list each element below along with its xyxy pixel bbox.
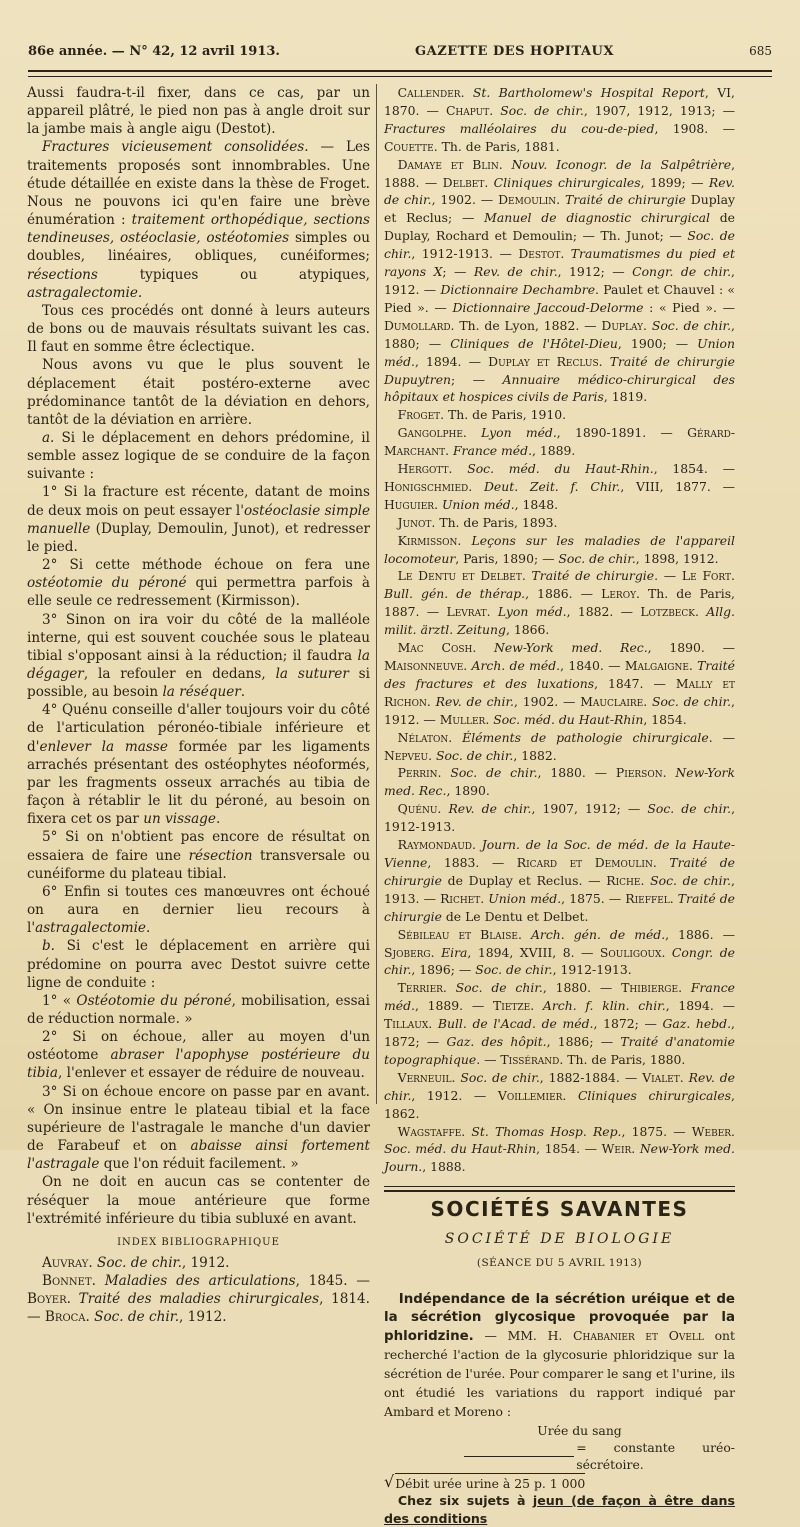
reference: Froget. Th. de Paris, 1910. [397, 407, 567, 423]
reference: Bonnet. Maladies des articulations, 1845. — Boyer. Traité des maladies chirurgicales, 1814. — Broca. Soc. de chir., 1912. [27, 1273, 371, 1326]
paragraph: Aussi faudra-t-il fixer, dans ce cas, par un appareil plâtré, le pied non pas à angle droit sur la jambe mais à angle aigu (Destot). [27, 85, 370, 138]
reference: Raymondaud. Journ. de la Soc. de méd. de la Haute-Vienne, 1883. — Ricard et Demoulin. Traité de chirurgie de Duplay et Reclus. — Riche. Soc. de chir., 1913. — Richet. Union méd., 1875. — Rieffel. Traité de chirurgie de Le Dentu et Delbet. [384, 837, 736, 924]
paragraph: 2° Si cette méthode échoue on fera une ostéotomie du péroné qui permettra parfois à elle seule ce redressement (Kirmisson). [27, 557, 371, 610]
reference: Mac Cosh. New-York med. Rec., 1890. — Maisonneuve. Arch. de méd., 1840. — Malgaigne. Traité des fractures et des luxations, 1847. — Mally et Richon. Rev. de chir., 1902. — Mauclaire. Soc. de chir., 1912. — Muller. Soc. méd. du Haut-Rhin, 1854. [384, 640, 736, 727]
paragraph: 6° Enfin si toutes ces manœuvres ont échoué on aura en dernier lieu recours à l'astragalectomie. [27, 883, 370, 937]
formula [384, 1422, 735, 1492]
reference: Callender. St. Bartholomew's Hospital Report, VI, 1870. — Chaput. Soc. de chir., 1907, 1912, 1913; — Fractures malléolaires du cou-de-pied, 1908. — Couette. Th. de Paris, 1881. [384, 85, 735, 154]
running-header [28, 44, 772, 66]
paragraph: Chez six sujets à jeun (de façon à être dans des conditions [384, 1493, 736, 1526]
reference: Sébileau et Blaise. Arch. gén. de méd., 1886. — Sjoberg. Eira, 1894, XVIII, 8. — Souligoux. Congr. de chir., 1896; — Soc. de chir., 1912-1913. [384, 926, 736, 978]
reference: Terrier. Soc. de chir., 1880. — Thibierge. France méd., 1889. — Tietze. Arch. f. klin. chir., 1894. — Tillaux. Bull. de l'Acad. de méd., 1872; — Gaz. hebd., 1872; — Gaz. des hôpit., 1886; — Traité d'anatomie topographique. — Tissérand. Th. de Paris, 1880. [384, 980, 736, 1067]
left-column [27, 84, 370, 1327]
reference: Le Dentu et Delbet. Traité de chirurgie. — Le Fort. Bull. gén. de thérap., 1886. — Leroy. Th. de Paris, 1887. — Levrat. Lyon méd., 1882. — Lotzbeck. Allg. milit. ärztl. Zeitung, 1866. [384, 568, 735, 638]
bibliography-heading: INDEX BIBLIOGRAPHIQUE [117, 1236, 280, 1248]
paragraph: 4° Quénu conseille d'aller toujours voir du côté de l'articulation péronéo-tibiale inférieure et d'enlever la masse formée par les ligaments arrachés présentant des ostéophytes néoformés, par les fragments osseux arrachés au tibia de façon à rétablir le lit du péroné, au besoin on fixera cet os par un vissage. [27, 702, 370, 828]
reference: Hergott. Soc. méd. du Haut-Rhin., 1854. — Honigschmied. Deut. Zeit. f. Chir., VIII, 1877. — Huguier. Union méd., 1848. [384, 461, 736, 512]
right-column [384, 84, 735, 1527]
section-rule-thick [384, 1190, 735, 1192]
reference: Gangolphe. Lyon méd., 1890-1891. — Gérard-Marchant. France méd., 1889. [384, 425, 736, 459]
formula-numerator: Urée du sang [537, 1423, 622, 1438]
reference: Wagstaffe. St. Thomas Hosp. Rep., 1875. — Weber. Soc. méd. du Haut-Rhin, 1854. — Weir. New-York med. Journ., 1888. [384, 1123, 735, 1175]
reference: Kirmisson. Leçons sur les maladies de l'appareil locomoteur, Paris, 1890; — Soc. de chir., 1898, 1912. [384, 532, 735, 566]
paragraph: 3° Si on échoue encore on passe par en avant. « On insinue entre le plateau tibial et la face supérieure de l'astragale le manche d'un davier de Farabeuf et on abaisse ainsi fortement l'astragale que l'on réduit facilement. » [27, 1083, 370, 1173]
article-title: Indépendance de la sécrétion uréique et de la sécrétion glycosique provoquée par la phloridzine. — MM. H. Chabanier et Ovell ont recherché l'action de la glycosurie phloridzique sur la sécrétion de l'urée. Pour comparer le sang et l'urine, ils ont étudié les variations du rapport indiqué par Ambard et Moreno : [384, 1292, 736, 1419]
reference: Nélaton. Éléments de pathologie chirurgicale. — Nepveu. Soc. de chir., 1882. [384, 729, 735, 763]
journal-title: GAZETTE DES HOPITAUX [415, 44, 614, 59]
societes-savantes-section [384, 1186, 735, 1527]
reference: Damaye et Blin. Nouv. Iconogr. de la Salpêtrière, 1888. — Delbet. Cliniques chirurgicales, 1899; — Rev. de chir., 1902. — Demoulin. Traité de chirurgie Duplay et Reclus; — Manuel de diagnostic chirurgical de Duplay, Rochard et Demoulin; — Th. Junot; — Soc. de chir., 1912-1913. — Destot. Traumatismes du pied et rayons X; — Rev. de chir., 1912; — Congr. de chir., 1912. — Dictionnaire Dechambre. Paulet et Chauvel : « Pied ». — Dictionnaire Jaccoud-Delorme : « Pied ». — Dumollard. Th. de Lyon, 1882. — Duplay. Soc. de chir., 1880; — Cliniques de l'Hôtel-Dieu, 1900; — Union méd., 1894. — Duplay et Reclus. Traité de chirurgie Dupuytren; — Annuaire médico-chirurgical des hôpitaux et hospices civils de Paris, 1819. [384, 156, 736, 405]
paragraph: b. Si c'est le déplacement en arrière qui prédomine on pourra avec Destot suivre cette ligne de conduite : [27, 938, 370, 991]
paragraph: 1° « Ostéotomie du péroné, mobilisation, essai de réduction normale. » [27, 992, 371, 1027]
paragraph: Fractures vicieusement consolidées. — Les traitements proposés sont innombrables. Une étude détaillée en existe dans la thèse de Froget. Nous ne pouvons ici qu'en faire une brève énumération : traitement orthopédique, sections tendineuses, ostéoclasie, ostéotomies simples ou doubles, linéaires, obliques, cunéiformes; résections typiques ou atypiques, astragalectomie. [27, 139, 370, 301]
issue-info: 86e année. — N° 42, 12 avril 1913. [28, 44, 280, 59]
reference: Quénu. Rev. de chir., 1907, 1912; — Soc. de chir., 1912-1913. [384, 801, 736, 835]
section-title: SOCIÉTÉS SAVANTES [430, 1197, 689, 1222]
paragraph: 2° Si on échoue, aller au moyen d'un ostéotome abraser l'apophyse postérieure du tibia, l'enlever et essayer de réduire de nouveau. [27, 1029, 370, 1082]
reference: Verneuil. Soc. de chir., 1882-1884. — Vialet. Rev. de chir., 1912. — Voillemier. Cliniques chirurgicales, 1862. [384, 1069, 735, 1121]
paragraph: a. Si le déplacement en dehors prédomine, il semble assez logique de se conduire de la façon suivante : [27, 429, 370, 483]
paragraph: 1° Si la fracture est récente, datant de moins de deux mois on peut essayer l'ostéoclasie simple manuelle (Duplay, Demoulin, Junot), et redresser le pied. [27, 484, 370, 555]
formula-fraction-bar [384, 1439, 735, 1473]
page-number: 685 [749, 44, 772, 58]
section-rule-thin [384, 1186, 735, 1187]
paragraph: 5° Si on n'obtient pas encore de résultat on essaiera de faire une résection transversale ou cunéiforme du plateau tibial. [27, 829, 370, 882]
paragraph: 3° Sinon on ira voir du côté de la malléole interne, qui est souvent couchée sous le plateau tibial s'opposant ainsi à la réduction; il faudra la dégager, la refouler en dedans, la suturer si possible, au besoin la réséquer. [27, 611, 370, 701]
paragraph: Nous avons vu que le plus souvent le déplacement était postéro-externe avec prédominance tantôt de la déviation en dehors, tantôt de la déviation en arrière. [27, 357, 370, 428]
reference: Perrin. Soc. de chir., 1880. — Pierson. New-York med. Rec., 1890. [384, 765, 735, 799]
reference: Auvray. Soc. de chir., 1912. [41, 1255, 230, 1271]
column-separator [376, 84, 377, 1104]
paragraph: On ne doit en aucun cas se contenter de réséquer la moue antérieure que forme l'extrémité inférieure du tibia subluxé en avant. [27, 1174, 370, 1227]
header-rule-thin [28, 76, 772, 77]
session-date: (SÉANCE DU 5 AVRIL 1913) [476, 1257, 643, 1270]
paragraph: Tous ces procédés ont donné à leurs auteurs de bons ou de mauvais résultats suivant les cas. Il faut en somme être éclectique. [27, 302, 370, 356]
reference: Junot. Th. de Paris, 1893. [397, 514, 558, 530]
society-name: SOCIÉTÉ DE BIOLOGIE [444, 1231, 675, 1248]
formula-equals: = constante uréo-sécrétoire. [576, 1440, 735, 1472]
header-rule-thick [28, 70, 772, 72]
formula-denominator: √ Débit urée urine à 25 p. 1 000 [384, 1472, 586, 1491]
